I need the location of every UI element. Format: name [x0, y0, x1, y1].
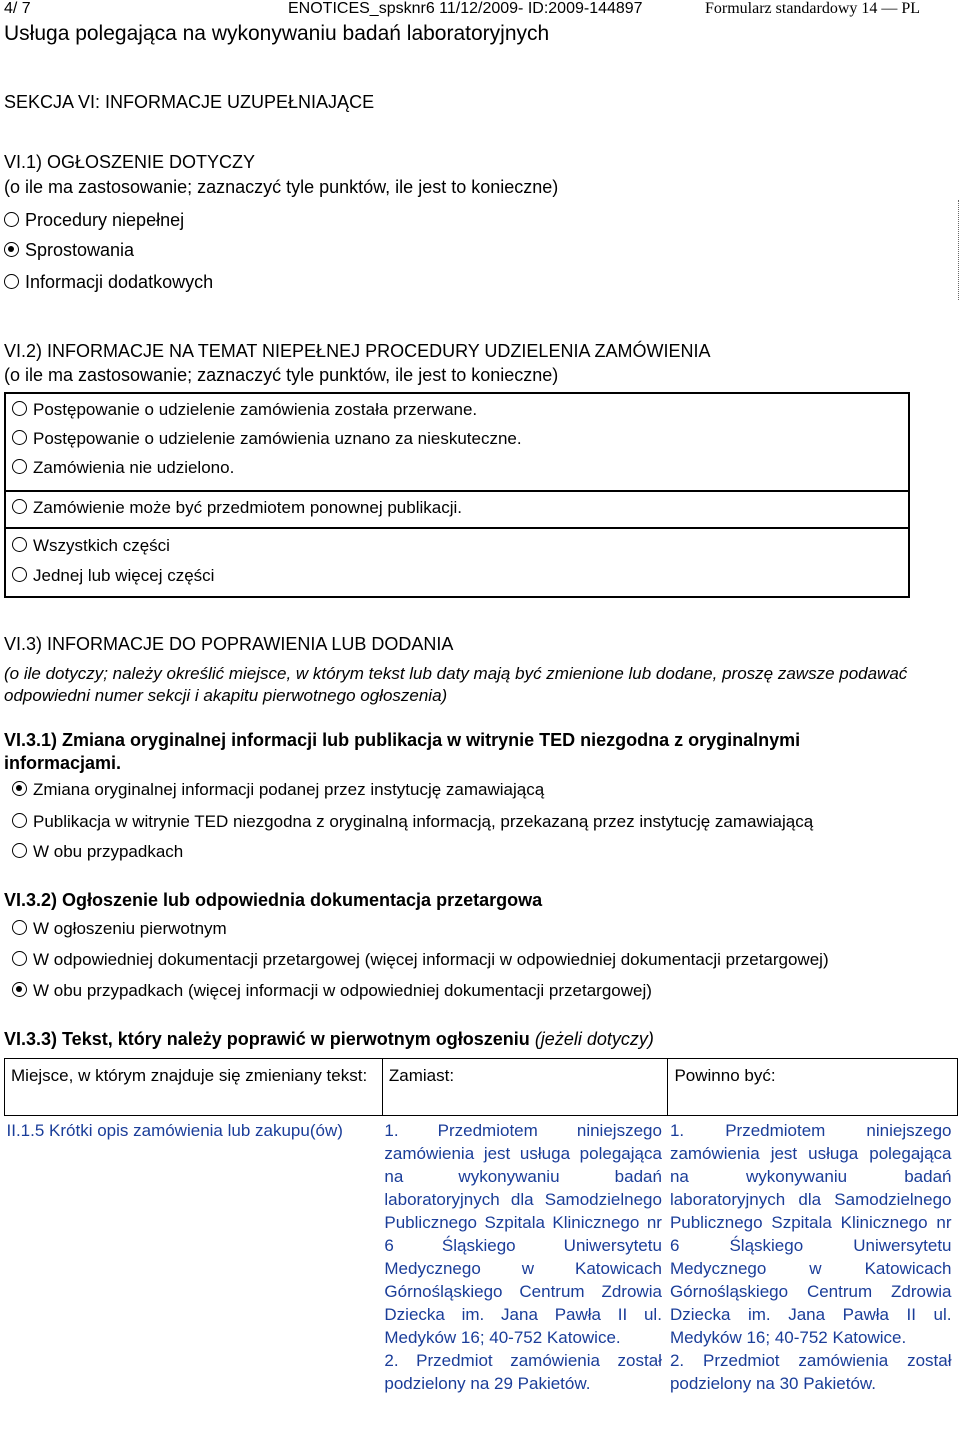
radio-unselected-icon[interactable] — [4, 212, 19, 227]
table-header-row — [5, 1059, 958, 1116]
vi2-option-some-parts[interactable]: Jednej lub więcej części — [12, 566, 214, 586]
radio-unselected-icon[interactable] — [12, 401, 27, 416]
should-be-cell — [668, 1116, 958, 1396]
radio-selected-icon[interactable] — [12, 781, 27, 796]
vi2-option-republish[interactable]: Zamówienie może być przedmiotem ponownej publikacji. — [12, 498, 462, 518]
vi2-heading: VI.2) INFORMACJE NA TEMAT NIEPEŁNEJ PROCEDURY UDZIELENIA ZAMÓWIENIA — [4, 341, 711, 361]
radio-unselected-icon[interactable] — [12, 920, 27, 935]
radio-selected-icon[interactable] — [12, 982, 27, 997]
form-name: Formularz standardowy 14 — PL — [705, 0, 921, 17]
column-header-instead: Zamiast: — [382, 1059, 668, 1116]
vi3-note: (o ile dotyczy; należy określić miejsce, w którym tekst lub daty mają być zmienione lub dodane, proszę zawsze podawać odpowiedni numer sekcji i akapitu pierwotnego ogłoszenia) — [4, 664, 908, 705]
radio-selected-icon[interactable] — [4, 242, 19, 257]
radio-unselected-icon[interactable] — [12, 951, 27, 966]
radio-unselected-icon[interactable] — [12, 567, 27, 582]
vi2-option-ineffective[interactable]: Postępowanie o udzielenie zamówienia uznano za nieskuteczne. — [12, 429, 522, 449]
radio-unselected-icon[interactable] — [12, 459, 27, 474]
vi2-option-all-parts[interactable]: Wszystkich części — [12, 536, 170, 556]
radio-unselected-icon[interactable] — [12, 843, 27, 858]
vi1-heading: VI.1) OGŁOSZENIE DOTYCZY — [4, 152, 256, 172]
radio-unselected-icon[interactable] — [12, 537, 27, 552]
vi1-option-additional[interactable]: Informacji dodatkowych — [4, 272, 213, 293]
column-header-place: Miejsce, w którym znajduje się zmieniany tekst: — [5, 1059, 383, 1116]
should-paragraph-2: 2. Przedmiot zamówienia został podzielony na 30 Pakietów. — [669, 1351, 952, 1393]
should-paragraph-1: 1. Przedmiotem niniejszego zamówienia jest usługa polegająca na wykonywaniu badań laboratoryjnych dla Samodzielnego Publicznego Szpitala Klinicznego nr 6 Śląskiego Uniwersytetu Medycznego w Katowicach Górnośląskiego Centrum Zdrowia Dziecka im. Jana Pawła II ul. Medyków 16; 40-752 Katowice. — [669, 1121, 952, 1347]
margin-dotted-line — [958, 200, 959, 300]
vi1-note: (o ile ma zastosowanie; zaznaczyć tyle punktów, ile jest to konieczne) — [4, 177, 559, 197]
document-title: Usługa polegająca na wykonywaniu badań laboratoryjnych — [4, 22, 550, 45]
vi31-option-both[interactable]: W obu przypadkach — [12, 842, 183, 862]
correction-table — [4, 1058, 958, 1395]
page-number: 4/ 7 — [4, 0, 31, 17]
vi2-option-not-awarded[interactable]: Zamówienia nie udzielono. — [12, 458, 234, 478]
vi1-option-incomplete[interactable]: Procedury niepełnej — [4, 210, 184, 231]
vi2-divider — [4, 527, 910, 529]
vi2-divider — [4, 490, 910, 492]
vi31-option-original[interactable]: Zmiana oryginalnej informacji podanej przez instytucję zamawiającą — [12, 780, 544, 800]
vi32-option-original[interactable]: W ogłoszeniu pierwotnym — [12, 919, 227, 939]
place-cell: II.1.5 Krótki opis zamówienia lub zakupu(ów) — [6, 1121, 343, 1140]
column-header-should-be: Powinno być: — [668, 1059, 958, 1116]
vi32-option-docs[interactable]: W odpowiedniej dokumentacji przetargowej (więcej informacji w odpowiedniej dokumentacji przetargowej) — [12, 950, 829, 970]
radio-unselected-icon[interactable] — [12, 499, 27, 514]
vi1-option-correction[interactable]: Sprostowania — [4, 240, 134, 261]
vi33-heading: VI.3.3) Tekst, który należy poprawić w pierwotnym ogłoszeniu (jeżeli dotyczy) — [4, 1029, 654, 1049]
radio-unselected-icon[interactable] — [4, 274, 19, 289]
instead-cell — [382, 1116, 668, 1396]
vi31-heading: VI.3.1) Zmiana oryginalnej informacji lub publikacja w witrynie TED niezgodna z oryginalnymi informacjami. — [4, 730, 801, 773]
table-row — [5, 1116, 958, 1396]
radio-unselected-icon[interactable] — [12, 813, 27, 828]
vi32-heading: VI.3.2) Ogłoszenie lub odpowiednia dokumentacja przetargowa — [4, 890, 543, 910]
instead-paragraph-2: 2. Przedmiot zamówienia został podzielony na 29 Pakietów. — [384, 1351, 662, 1393]
vi2-option-interrupted[interactable]: Postępowanie o udzielenie zamówienia została przerwane. — [12, 400, 477, 420]
section-title: SEKCJA VI: INFORMACJE UZUPEŁNIAJĄCE — [4, 92, 375, 112]
vi2-note: (o ile ma zastosowanie; zaznaczyć tyle punktów, ile jest to konieczne) — [4, 365, 559, 385]
radio-unselected-icon[interactable] — [12, 430, 27, 445]
vi3-heading: VI.3) INFORMACJE DO POPRAWIENIA LUB DODANIA — [4, 634, 454, 654]
instead-paragraph-1: 1. Przedmiotem niniejszego zamówienia jest usługa polegająca na wykonywaniu badań laboratoryjnych dla Samodzielnego Publicznego Szpitala Klinicznego nr 6 Śląskiego Uniwersytetu Medycznego w Katowicach Górnośląskiego Centrum Zdrowia Dziecka im. Jana Pawła II ul. Medyków 16; 40-752 Katowice. — [384, 1121, 662, 1347]
vi31-option-ted[interactable]: Publikacja w witrynie TED niezgodna z oryginalną informacją, przekazaną przez instytucję zamawiającą — [12, 812, 813, 832]
vi32-option-both[interactable]: W obu przypadkach (więcej informacji w odpowiedniej dokumentacji przetargowej) — [12, 981, 652, 1001]
notice-id: ENOTICES_spsknr6 11/12/2009- ID:2009-144897 — [288, 0, 643, 17]
